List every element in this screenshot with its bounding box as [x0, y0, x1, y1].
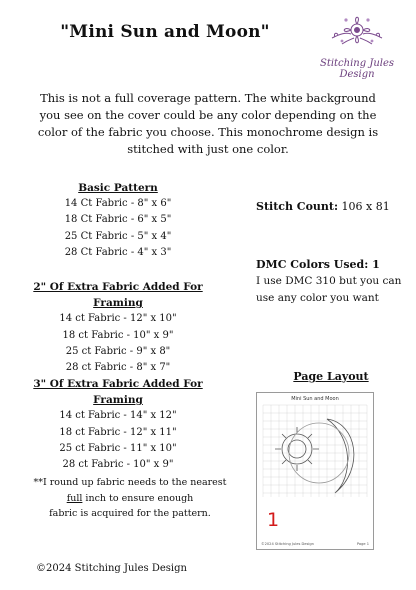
- extra2-item: 25 ct Fabric - 9" x 8": [65, 345, 171, 357]
- basic-item: 14 Ct Fabric - 8" x 6": [64, 198, 172, 210]
- basic-item: 28 Ct Fabric - 4" x 3": [64, 246, 172, 258]
- extra3-item: 28 ct Fabric - 10" x 9": [62, 459, 174, 471]
- copyright: ©2024 Stitching Jules Design: [36, 563, 187, 574]
- preview-page-label: Page 1: [356, 542, 369, 546]
- extra3-heading: 3" Of Extra Fabric Added For Framing: [33, 378, 203, 407]
- basic-pattern-section: [18, 180, 218, 261]
- stitch-count: [256, 200, 390, 213]
- logo-text: Stitching Jules Design: [319, 58, 395, 80]
- page-layout-heading: Page Layout: [293, 370, 369, 383]
- preview-footer: ©2024 Stitching Jules Design: [261, 542, 314, 546]
- stitch-count-value: 106 x 81: [341, 200, 390, 213]
- basic-pattern-heading: Basic Pattern: [78, 182, 158, 194]
- note-line: fabric is acquired for the pattern.: [49, 508, 211, 519]
- extra2-item: 14 ct Fabric - 12" x 10": [59, 313, 177, 325]
- note-emphasis: full: [66, 492, 83, 504]
- dmc-colors: [256, 256, 406, 307]
- note-line: [22, 491, 238, 507]
- dmc-heading: DMC Colors Used: 1: [256, 258, 380, 271]
- brand-logo: [302, 8, 412, 80]
- extra2-item: 18 ct Fabric - 10" x 9": [62, 329, 174, 341]
- extra3-item: 25 ct Fabric - 11" x 10": [59, 442, 177, 454]
- page-layout-preview: [256, 392, 374, 550]
- extra2-item: 28 ct Fabric - 8" x 7": [65, 362, 171, 374]
- extra2-heading: 2" Of Extra Fabric Added For Framing: [33, 281, 203, 310]
- dmc-text: I use DMC 310 but you can use any color you want: [256, 275, 402, 304]
- extra3-section: [10, 376, 226, 473]
- extra3-item: 14 ct Fabric - 14" x 12": [59, 410, 177, 422]
- note-line-rest: inch to ensure enough: [82, 492, 194, 504]
- extra3-item: 18 ct Fabric - 12" x 11": [59, 426, 177, 438]
- basic-item: 25 Ct Fabric - 5" x 4": [64, 230, 172, 242]
- rounding-note: [22, 475, 238, 522]
- stitch-count-label: Stitch Count:: [256, 200, 339, 213]
- note-line: **I round up fabric needs to the nearest: [33, 477, 227, 488]
- basic-item: 18 Ct Fabric - 6" x 5": [64, 214, 172, 226]
- extra2-section: [10, 279, 226, 376]
- flower-logo-icon: [302, 8, 412, 58]
- intro-paragraph: This is not a full coverage pattern. The white background you see on the cover could be any color depending on the color of the fabric you choose. This monochrome design is stitched with just one color.: [37, 91, 379, 156]
- preview-page-number: 1: [267, 509, 280, 531]
- preview-title: Mini Sun and Moon: [291, 396, 339, 402]
- page-title: "Mini Sun and Moon": [60, 22, 270, 42]
